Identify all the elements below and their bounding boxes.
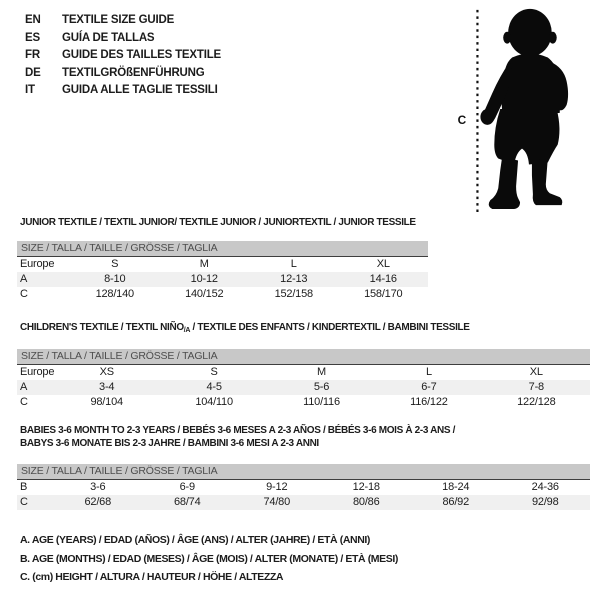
babies-table-title-line2: BABYS 3-6 MONATE BIS 2-3 JAHRE / BAMBINI 3-6 MESI A 2-3 ANNI [20,438,319,449]
babies-table-title-line1: BABIES 3-6 MONTH TO 2-3 YEARS / BEBÉS 3-6 MESES A 2-3 AÑOS / BÉBÉS 3-6 MOIS À 2-3 ANS / [20,425,456,436]
age-cell: 5-6 [313,381,330,393]
age-cell: 12-18 [352,481,380,493]
row-label: Europe [20,366,55,378]
language-code: IT [25,84,35,96]
height-cell: 116/122 [410,396,448,408]
age-cell: 9-12 [266,481,288,493]
language-code: EN [25,14,41,26]
legend-line-a: A. AGE (YEARS) / EDAD (AÑOS) / ÂGE (ANS) / ALTER (JAHRE) / ETÀ (ANNI) [20,534,371,546]
language-row-en [25,12,221,30]
size-cell: L [425,366,432,378]
height-cell: 152/158 [274,288,313,300]
legend-line-b: B. AGE (MONTHS) / EDAD (MESES) / ÂGE (MOIS) / ALTER (MONATE) / ETÀ (MESI) [20,552,398,565]
childrens-textile-table [17,321,590,410]
size-cell: XL [376,258,390,270]
row-label: C [20,396,28,408]
toddler-silhouette-svg [450,2,600,215]
language-code: FR [25,49,40,61]
guide-title-es: GUÍA DE TALLAS [62,31,155,44]
title-part: / TEXTILE DES ENFANTS / KINDERTEXTIL / BAMBINI TESSILE [190,322,470,333]
row-label: A [20,381,28,393]
row-label: C [20,288,28,300]
legend [17,531,398,587]
junior-table-title: JUNIOR TEXTILE / TEXTIL JUNIOR/ TEXTILE JUNIOR / JUNIORTEXTIL / JUNIOR TESSILE [20,217,416,228]
age-cell: 10-12 [190,273,218,285]
height-cell: 140/152 [185,288,224,300]
junior-textile-table [17,216,428,302]
row-label: A [20,273,28,285]
title-part: CHILDREN'S TEXTILE / TEXTIL NIÑO [20,322,184,333]
age-cell: 14-16 [369,273,397,285]
language-row-de [25,65,221,83]
table-row-age [17,380,590,395]
size-cell: XL [529,366,543,378]
height-cell: 74/80 [263,496,291,508]
title-subscript: /A [183,327,191,334]
toddler-silhouette [480,9,568,209]
age-cell: 7-8 [528,381,544,393]
size-cell: XS [99,366,114,378]
table-row-age [17,272,428,287]
size-cell: S [111,258,119,270]
height-cell: 158/170 [364,288,403,300]
legend-line-c: C. (cm) HEIGHT / ALTURA / HAUTEUR / HÖHE / ALTEZZA [20,571,284,583]
height-cell: 98/104 [90,396,123,408]
babies-textile-table [17,424,590,510]
height-cell: 122/128 [517,396,556,408]
height-cell: 68/74 [173,496,201,508]
size-header-bar: SIZE / TALLA / TAILLE / GRÖSSE / TAGLIA [17,464,590,480]
language-row-it [25,82,221,100]
table-row-height [17,395,590,410]
age-cell: 6-7 [421,381,437,393]
childrens-table-title [17,321,590,337]
age-cell: 18-24 [442,481,470,493]
row-label: Europe [20,258,55,270]
age-cell: 24-36 [531,481,559,493]
table-row-height [17,495,590,510]
size-cell: M [317,366,326,378]
height-cell: 62/68 [84,496,112,508]
age-cell: 3-6 [90,481,106,493]
language-title-list [25,12,221,100]
row-label: B [20,481,28,493]
table-row-age-months [17,480,590,495]
size-cell: L [290,258,297,270]
height-cell: 80/86 [352,496,380,508]
height-cell: 104/110 [195,396,233,408]
toddler-figure [450,2,600,215]
age-cell: 6-9 [179,481,195,493]
table-row-height [17,287,428,302]
size-header-bar: SIZE / TALLA / TAILLE / GRÖSSE / TAGLIA [17,349,590,365]
age-cell: 4-5 [206,381,222,393]
age-cell: 3-4 [99,381,115,393]
height-cell: 110/116 [303,396,340,408]
guide-title-fr: GUIDE DES TAILLES TEXTILE [62,49,221,61]
height-cell: 128/140 [95,288,134,300]
guide-title-de: TEXTILGRÖßENFÜHRUNG [62,66,205,79]
age-cell: 8-10 [104,273,126,285]
language-row-es [25,30,221,48]
language-code: DE [25,66,41,79]
size-header-bar: SIZE / TALLA / TAILLE / GRÖSSE / TAGLIA [17,241,428,257]
language-code: ES [25,31,40,44]
height-cell: 86/92 [442,496,470,508]
language-row-fr [25,47,221,65]
size-cell: S [210,366,218,378]
size-cell: M [199,258,209,270]
height-cell: 92/98 [531,496,559,508]
figure-height-label-c: C [457,112,467,127]
age-cell: 12-13 [280,273,308,285]
guide-title-en: TEXTILE SIZE GUIDE [62,14,175,26]
table-row-europe [17,257,428,272]
table-row-europe [17,365,590,380]
guide-title-it: GUIDA ALLE TAGLIE TESSILI [62,84,218,96]
row-label: C [20,496,28,508]
